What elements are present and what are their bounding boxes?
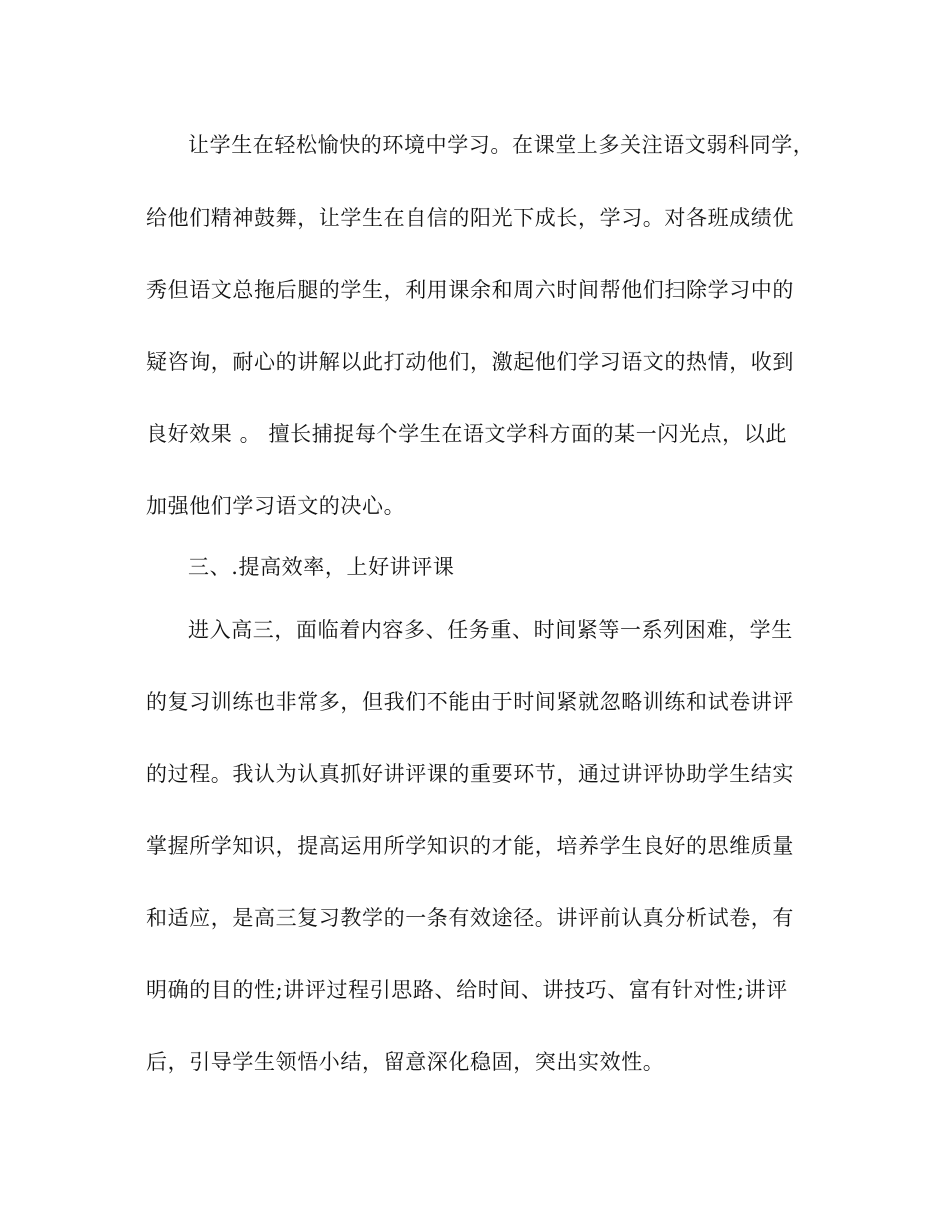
section-heading: 三、.提高效率，上好讲评课 — [188, 555, 455, 579]
paragraph-1-line-4: 疑咨询，耐心的讲解以此打动他们，激起他们学习语文的热情，收到 — [146, 350, 794, 374]
paragraph-2-line-4: 掌握所学知识，提高运用所学知识的才能，培养学生良好的思维质量 — [146, 834, 794, 858]
paragraph-1-line-3: 秀但语文总拖后腿的学生，利用课余和周六时间帮他们扫除学习中的 — [146, 278, 794, 302]
paragraph-1-line-6: 加强他们学习语文的决心。 — [146, 494, 406, 518]
paragraph-1-line-2: 给他们精神鼓舞，让学生在自信的阳光下成长，学习。对各班成绩优 — [146, 206, 794, 230]
paragraph-2-line-3: 的过程。我认为认真抓好讲评课的重要环节，通过讲评协助学生结实 — [146, 762, 794, 786]
paragraph-2-line-2: 的复习训练也非常多，但我们不能由于时间紧就忽略训练和试卷讲评 — [146, 690, 794, 714]
paragraph-2-line-7: 后，引导学生领悟小结，留意深化稳固，突出实效性。 — [146, 1050, 665, 1074]
paragraph-2-line-1: 进入高三，面临着内容多、任务重、时间紧等一系列困难，学生 — [188, 618, 793, 642]
paragraph-1-line-1: 让学生在轻松愉快的环境中学习。在课堂上多关注语文弱科同学， — [188, 133, 815, 157]
paragraph-2-line-5: 和适应，是高三复习教学的一条有效途径。讲评前认真分析试卷，有 — [146, 906, 794, 930]
paragraph-1-line-5: 良好效果 。 擅长捕捉每个学生在语文学科方面的某一闪光点，以此 — [146, 422, 787, 446]
paragraph-2-line-6: 明确的目的性;讲评过程引思路、给时间、讲技巧、富有针对性;讲评 — [146, 978, 788, 1002]
